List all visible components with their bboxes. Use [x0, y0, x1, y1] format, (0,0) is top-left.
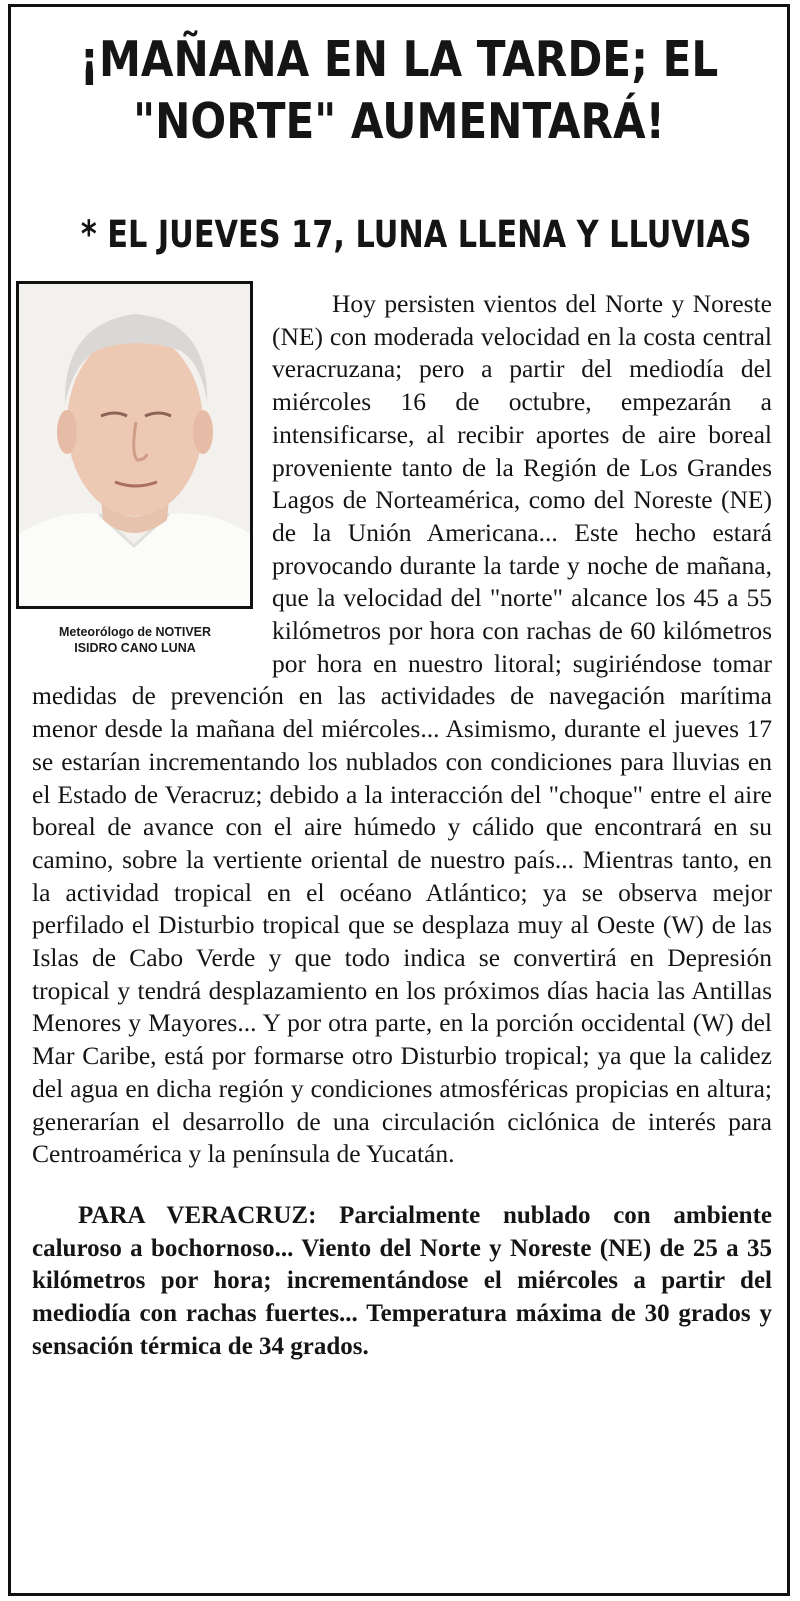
photo-spacer — [32, 288, 266, 680]
forecast-paragraph: PARA VERACRUZ: Parcialmente nublado con ambiente caluroso a bochornoso... Viento del Norte y Noreste (NE) de 25 a 35 kilómetros por hora; incrementándose el miércoles a partir del mediodía con rachas fuertes... Temperatura máxima de 30 grados y sensación térmica de 34 grados. — [32, 1201, 772, 1360]
body-paragraph: Hoy persisten vientos del Norte y Noreste (NE) con moderada velocidad en la costa central veracruzana; pero a partir del mediodía del miércoles 16 de octubre, empezarán a intensificarse, al recibir aportes de aire boreal proveniente tanto de la Región de Los Grandes Lagos de Norteamérica, como del Noreste (NE) de la Unión Americana... Este hecho estará provocando durante la tarde y noche de mañana, que la velocidad del "norte" alcance los 45 a 55 kilómetros por hora con rachas de 60 kilómetros por hora en nuestro litoral; sugiriéndose tomar medidas de prevención en las actividades de navegación marítima menor desde la mañana del miércoles... Asimismo, durante el jueves 17 se estarían incrementando los nublados con condiciones para lluvias en el Estado de Veracruz; debido a la interacción del "choque" entre el aire boreal de avance con el aire húmedo y cálido que encontrará en su camino, sobre la vertiente oriental de nuestro país... Mientras tanto, en la actividad tropical en el océano Atlántico; ya se observa mejor perfilado el Disturbio tropical que se desplaza muy al Oeste (W) de las Islas de Cabo Verde y que todo indica se convertirá en Depresión tropical y tendrá desplazamiento en los próximos días hacia las Antillas Menores y Mayores... Y por otra parte, en la porción occidental (W) del Mar Caribe, está por formarse otro Disturbio tropical; ya que la calidez del agua en dicha región y condiciones atmosféricas propicias en altura; generarían el desarrollo de una circulación ciclónica de interés para Centroamérica y la península de Yucatán. — [32, 289, 772, 1169]
subheadline: * EL JUEVES 17, LUNA LLENA Y LLUVIAS — [80, 213, 752, 256]
headline-line-2: "NORTE" AUMENTARÁ! — [133, 93, 665, 150]
headline — [65, 29, 732, 153]
photo-caption-line-1: Meteorólogo de NOTIVER — [58, 625, 212, 639]
photo-caption-line-2: ISIDRO CANO LUNA — [74, 641, 196, 655]
headline-line-1: ¡MAÑANA EN LA TARDE; EL — [79, 31, 719, 88]
article-body — [32, 288, 772, 1364]
article-frame — [8, 4, 790, 1596]
